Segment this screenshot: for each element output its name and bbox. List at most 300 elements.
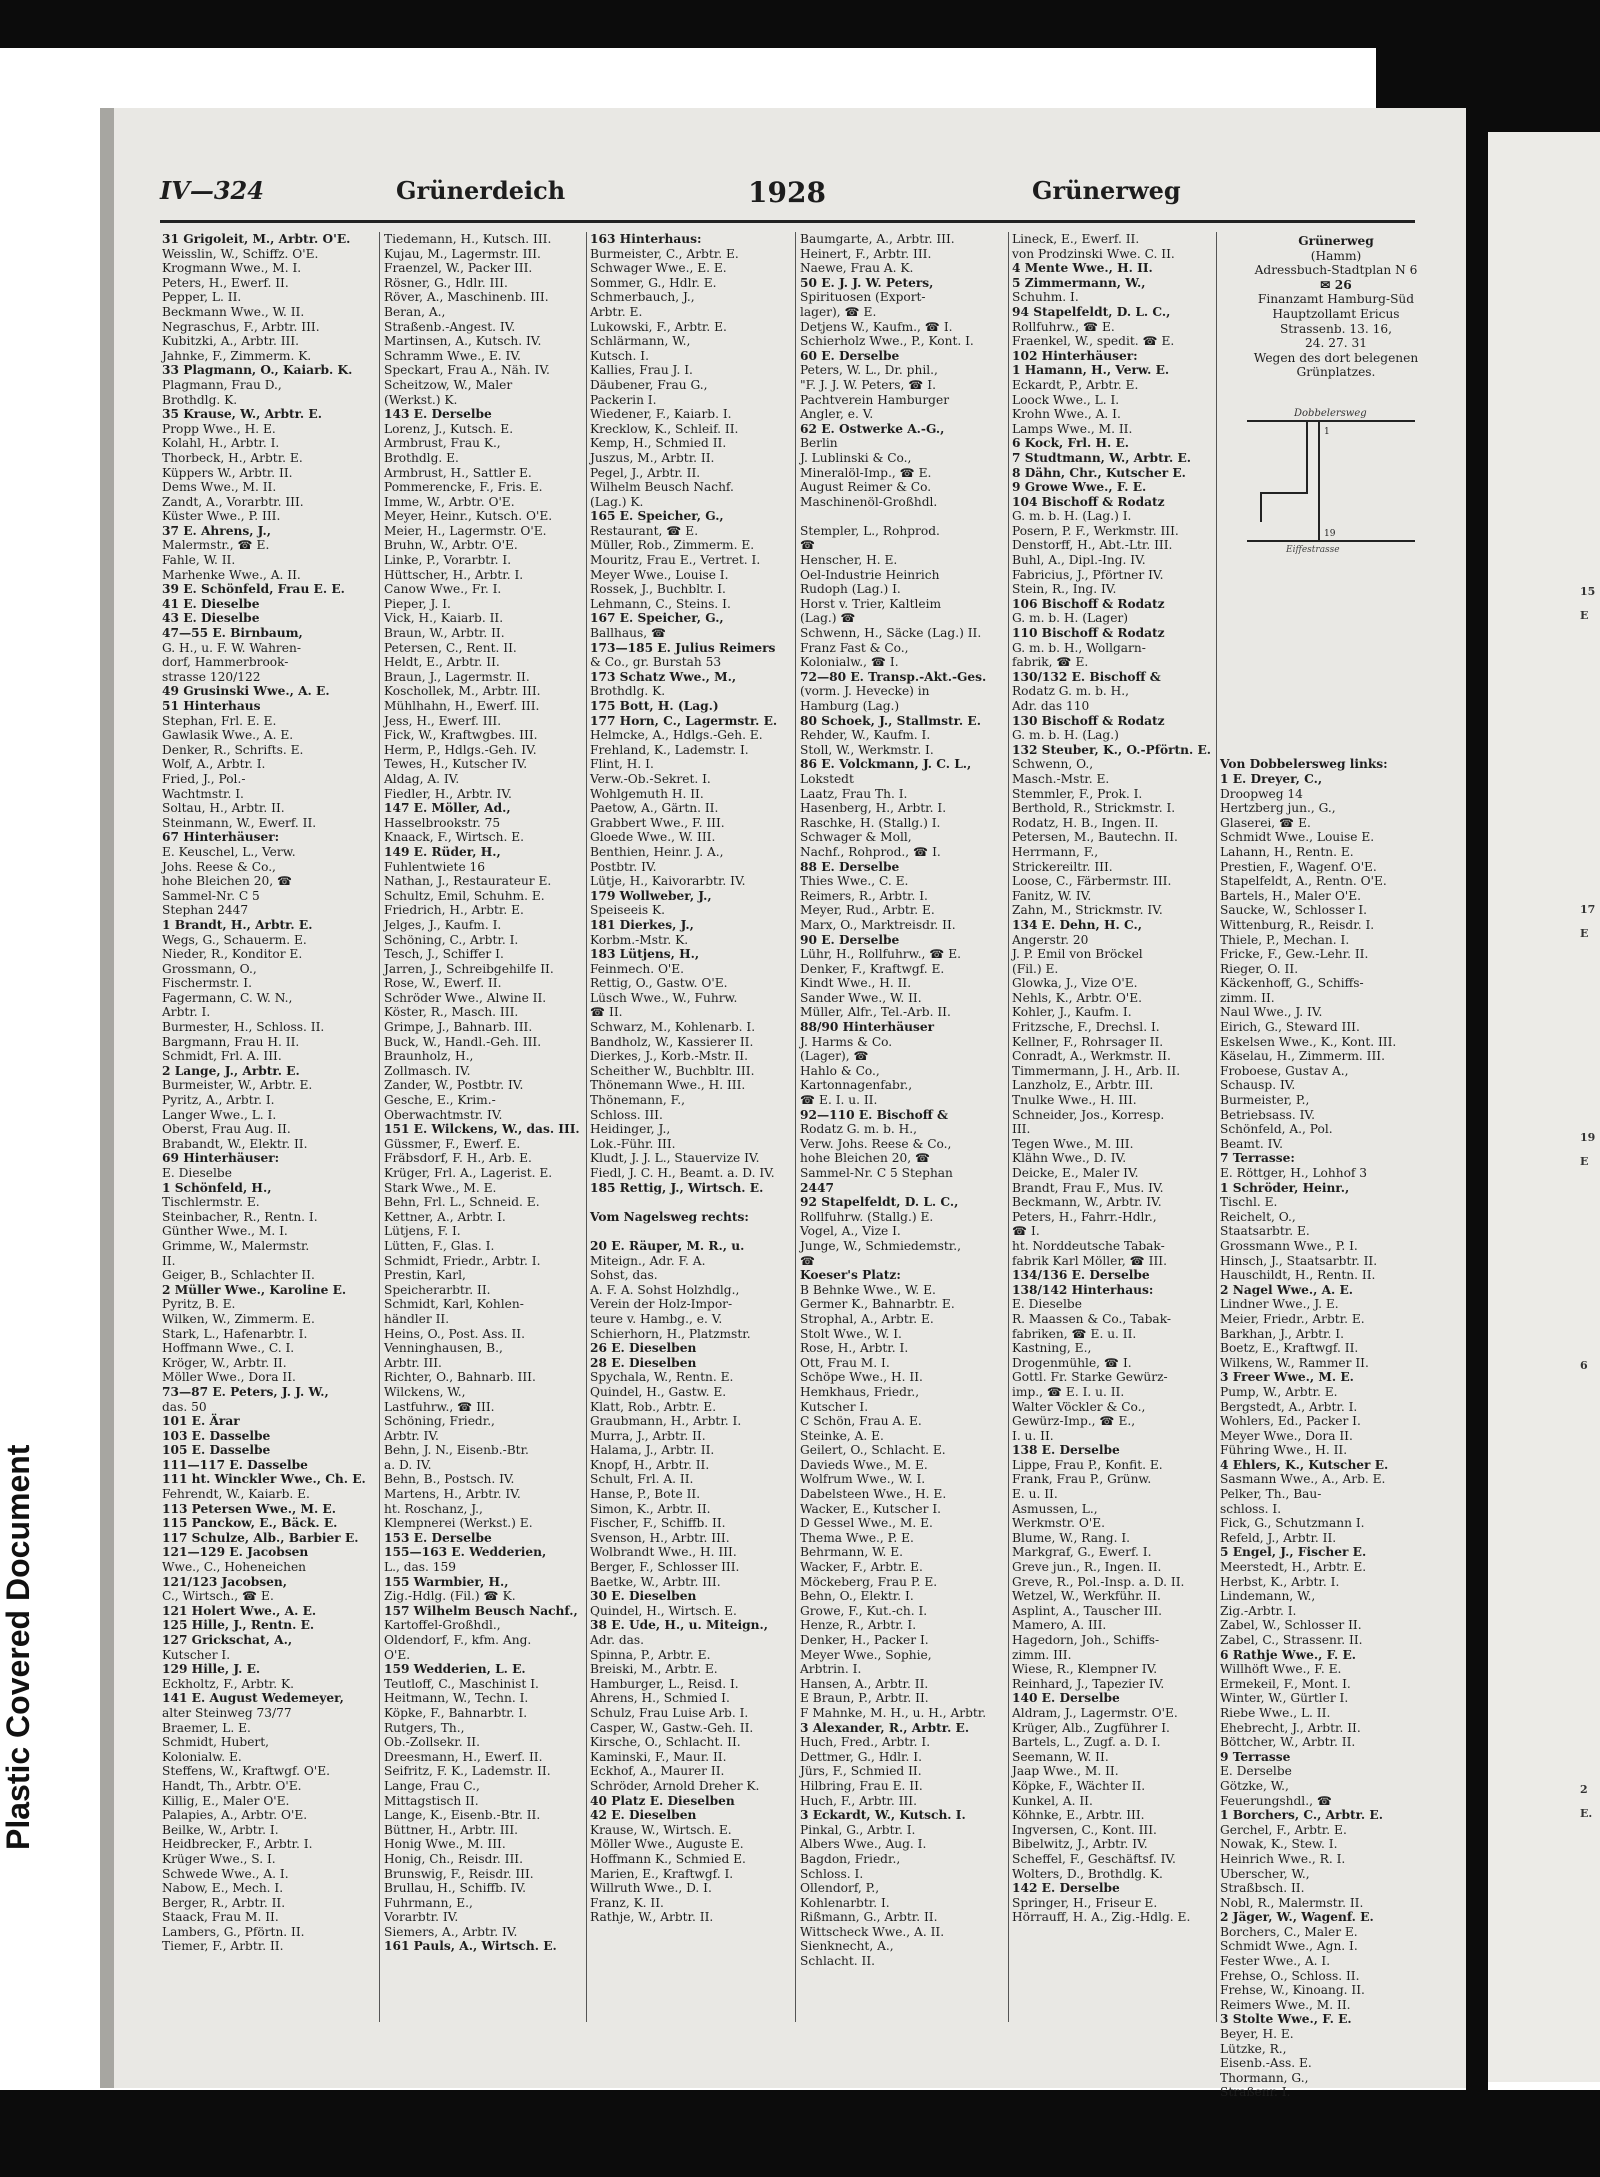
directory-entry-line: Gawlasik Wwe., A. E. (162, 728, 294, 743)
directory-entry-line: Stoll, W., Werkmstr. I. (800, 742, 934, 757)
directory-entry-line: Fiedl, J. C. H., Beamt. a. D. IV. (590, 1166, 775, 1180)
directory-entry-line (1220, 611, 1450, 626)
directory-entry-line: Dems Wwe., M. II. (162, 480, 277, 495)
street-info-line: ✉ 26 (1320, 277, 1352, 292)
directory-entry-line: Schmidt Wwe., Agn. I. (1220, 1939, 1358, 1954)
directory-entry-line: Lindemann, W., (1220, 1589, 1316, 1604)
directory-entry-line: Beran, A., (384, 304, 446, 319)
fragment: 17 E (1580, 903, 1596, 940)
directory-entry-line: Schröder Wwe., Alwine II. (384, 990, 547, 1005)
directory-entry-line: (Lager), ☎ (800, 1049, 869, 1064)
directory-entry-line: Peters, H., Ewerf. II. (162, 275, 289, 290)
directory-entry-line: (vorm. J. Hevecke) in (800, 684, 930, 699)
directory-entry-line: Vogel, A., Vize I. (800, 1224, 901, 1239)
directory-entry-line: Grimme, W., Malermstr. (162, 1238, 310, 1253)
directory-entry-line: Thema Wwe., P. E. (800, 1530, 914, 1545)
directory-entry-line: Benthien, Heinr. J. A., (590, 844, 724, 859)
directory-entry-line: Markgraf, G., Ewerf. I. (1012, 1545, 1152, 1560)
directory-entry-line: Steinbacher, R., Rentn. I. (162, 1209, 318, 1224)
directory-entry-line: Barkhan, J., Arbtr. I. (1220, 1326, 1344, 1341)
scan-gutter (1466, 132, 1488, 2090)
directory-entry-line: Beamt. IV. (1220, 1136, 1283, 1151)
directory-entry-line: Jelges, J., Kaufm. I. (384, 917, 502, 932)
directory-entry-line: Adr. das. (590, 1633, 645, 1647)
directory-entry-line: Braemer, L. E. (162, 1720, 251, 1735)
directory-entry-line: Rose, H., Arbtr. I. (800, 1341, 909, 1356)
directory-entry-line: 165 E. Speicher, G., (590, 509, 724, 524)
directory-entry-line: Honig Wwe., M. III. (384, 1837, 506, 1852)
directory-entry-line: 6 Rathje Wwe., F. E. (1220, 1647, 1357, 1662)
directory-entry-line: Kettner, A., Arbtr. I. (384, 1209, 506, 1224)
directory-entry-line: Naul Wwe., J. IV. (1220, 1005, 1323, 1020)
directory-entry-line: Fagermann, C. W. N., (162, 990, 293, 1005)
directory-entry-line: Jahnke, F., Zimmerm. K. (162, 348, 312, 363)
directory-entry-line: Mittagstisch II. (384, 1793, 479, 1808)
directory-entry-line: 88 E. Derselbe (800, 859, 900, 874)
directory-entry-line (1220, 582, 1450, 597)
directory-entry-line: Armbrust, H., Sattler E. (384, 465, 532, 480)
directory-entry-line: Staatsarbtr. E. (1220, 1224, 1310, 1239)
directory-entry-line: Davieds Wwe., M. E. (800, 1457, 928, 1472)
directory-entry-line (1220, 699, 1450, 714)
directory-entry-line: Burmeister, C., Arbtr. E. (590, 246, 739, 261)
directory-entry-line: 1 Borchers, C., Arbtr. E. (1220, 1808, 1383, 1823)
directory-entry-line: Brabandt, W., Elektr. II. (162, 1136, 308, 1151)
directory-entry-line: Krecklow, K., Schleif. II. (590, 421, 739, 436)
directory-entry-line: Hasselbrookstr. 75 (384, 815, 501, 830)
directory-entry-line: 102 Hinterhäuser: (1012, 348, 1138, 363)
directory-entry-line: E. Derselbe (1220, 1764, 1292, 1779)
directory-entry-line: Pegel, J., Arbtr. II. (590, 465, 701, 480)
directory-entry-line: Scheither W., Buchbltr. III. (590, 1063, 755, 1078)
directory-entry-line: Canow Wwe., Fr. I. (384, 582, 502, 597)
directory-entry-line: 2 Jäger, W., Wagenf. E. (1220, 1910, 1374, 1925)
directory-entry-line: Kolonialw. E. (162, 1749, 242, 1764)
street-info-line: Grünplatzes. (1296, 365, 1376, 380)
directory-entry-line: Willruth Wwe., D. I. (590, 1881, 712, 1896)
directory-entry-line: E. u. II. (1012, 1487, 1058, 1502)
directory-entry-line: Berthold, R., Strickmstr. I. (1012, 801, 1176, 816)
directory-entry-line: Führing Wwe., H. II. (1220, 1443, 1348, 1458)
directory-entry-line: Kutsch. I. (590, 348, 649, 363)
directory-entry-line: Denker, F., Kraftwgf. E. (800, 961, 945, 976)
directory-entry-line: 167 E. Speicher, G., (590, 611, 724, 626)
directory-entry-line: Boetz, E., Kraftwgf. II. (1220, 1341, 1359, 1356)
directory-entry-line: Franz, K. II. (590, 1895, 664, 1910)
directory-entry-line: Heldt, E., Arbtr. II. (384, 655, 500, 670)
directory-entry-line: Rißmann, G., Arbtr. II. (800, 1910, 938, 1925)
directory-entry-line: Schöpe Wwe., H. II. (800, 1370, 923, 1385)
directory-entry-line: Kujau, M., Lagermstr. III. (384, 246, 541, 261)
directory-entry-line: 72—80 E. Transp.-Akt.-Ges. (800, 669, 987, 684)
directory-entry-line: Lokstedt (800, 771, 854, 786)
directory-entry-line: Rieger, O. II. (1220, 961, 1299, 976)
directory-entry-line: Berger, R., Arbtr. II. (162, 1895, 286, 1910)
directory-entry-line: Schramm Wwe., E. IV. (384, 348, 521, 363)
fragment: 19 E (1580, 1131, 1596, 1168)
directory-entry-line: 125 Hille, J., Rentn. E. (162, 1618, 315, 1633)
directory-entry-line: Denker, H., Packer I. (800, 1633, 929, 1647)
directory-entry-line: Pommerencke, F., Fris. E. (384, 480, 543, 495)
directory-entry-line: Henscher, H. E. (800, 553, 898, 568)
directory-entry-line: Thönemann, F., (590, 1093, 685, 1108)
directory-entry-line: 117 Schulze, Alb., Barbier E. (162, 1530, 359, 1545)
directory-entry-line: Packerin I. (590, 392, 657, 407)
directory-entry-line: Günther Wwe., M. I. (162, 1224, 288, 1239)
directory-entry-line: Hamburg (Lag.) (800, 699, 900, 713)
directory-entry-line: Denker, R., Schrifts. E. (162, 742, 304, 757)
directory-column-5 (1012, 232, 1212, 2022)
directory-entry-line: E Braun, P., Arbtr. II. (800, 1691, 929, 1706)
fragment: 6 (1580, 1359, 1588, 1372)
directory-entry-line: Jarren, J., Schreibgehilfe II. (384, 961, 554, 976)
directory-entry-line: Korbm.-Mstr. K. (590, 932, 689, 947)
directory-entry-line: Restaurant, ☎ E. (590, 523, 699, 538)
directory-entry-line: Rossek, J., Buchbltr. I. (590, 582, 726, 597)
directory-entry-line: Bargmann, Frau H. II. (162, 1034, 300, 1049)
directory-entry-line: Ollendorf, P., (800, 1881, 880, 1896)
directory-entry-line: Straßbsch. II. (1220, 1881, 1305, 1896)
directory-entry-line: Petersen, M., Bautechn. II. (1012, 830, 1178, 845)
directory-entry-line: 3 Stolte Wwe., F. E. (1220, 2012, 1352, 2027)
directory-entry-line: Feinmech. O'E. (590, 961, 685, 976)
directory-entry-line: Casper, W., Gastw.-Geh. II. (590, 1720, 754, 1735)
directory-entry-line: Teutloff, C., Maschinist I. (384, 1676, 539, 1691)
directory-entry-line: (Werkst.) K. (384, 392, 458, 407)
map-label-bottom: Eiffestrasse (1286, 545, 1340, 555)
directory-entry-line: 20 E. Räuper, M. R., u. (590, 1238, 745, 1253)
directory-entry-line (1220, 714, 1450, 729)
directory-entry-line: Fricke, F., Gew.-Lehr. II. (1220, 947, 1369, 962)
directory-entry-line: Stemmler, F., Prok. I. (1012, 786, 1143, 801)
directory-entry-line: 134/136 E. Derselbe (1012, 1268, 1150, 1283)
directory-entry-line: Rodatz G. m. b. H., (1012, 684, 1130, 699)
directory-entry-line: Schlacht. II. (800, 1954, 876, 1969)
directory-entry-line: Lütjens, F. I. (384, 1224, 461, 1239)
directory-entry-line: Speckart, Frau A., Näh. IV. (384, 363, 550, 378)
directory-entry-line: Glowka, J., Vize O'E. (1012, 976, 1138, 991)
directory-entry-line: Grimpe, J., Bahnarb. III. (384, 1020, 533, 1035)
directory-entry-line: Kolonialw., ☎ I. (800, 655, 899, 670)
directory-entry-line: ☎ (800, 1253, 816, 1268)
map-label-top: Dobbelersweg (1294, 408, 1367, 419)
directory-entry-line: Lineck, E., Ewerf. II. (1012, 232, 1140, 246)
directory-entry-line: 40 Platz E. Dieselben (590, 1793, 735, 1808)
directory-entry-line: Pyritz, A., Arbtr. I. (162, 1093, 275, 1108)
directory-entry-line: Däubener, Frau G., (590, 377, 708, 392)
directory-entry-line: Herm, P., Hdlgs.-Geh. IV. (384, 742, 537, 757)
directory-entry-line: 111—117 E. Dasselbe (162, 1457, 308, 1472)
directory-entry-line: 3 Alexander, R., Arbtr. E. (800, 1720, 970, 1735)
page-header (160, 176, 1420, 216)
directory-entry-line: II. (162, 1253, 176, 1268)
directory-entry-line: Tegen Wwe., M. III. (1012, 1136, 1134, 1151)
directory-entry-line: Henze, R., Arbtr. I. (800, 1618, 917, 1633)
directory-entry-line: Murra, J., Arbtr. II. (590, 1428, 706, 1443)
directory-entry-line: 2 Müller Wwe., Karoline E. (162, 1282, 347, 1297)
directory-entry-line: 181 Dierkes, J., (590, 917, 694, 932)
directory-entry-line: Meerstedt, H., Arbtr. E. (1220, 1560, 1367, 1575)
directory-entry-line: 60 E. Derselbe (800, 348, 900, 363)
directory-entry-line: a. D. IV. (384, 1457, 432, 1472)
directory-entry-line: Lukowski, F., Arbtr. E. (590, 319, 727, 334)
directory-entry-line: Schwenn, O., (1012, 757, 1094, 772)
directory-entry-line: Rollfuhrw., ☎ E. (1012, 319, 1115, 334)
directory-entry-line: Behn, B., Postsch. IV. (384, 1472, 515, 1487)
directory-entry-line: Lange, Frau C., (384, 1778, 480, 1793)
directory-entry-line: Asmussen, L., (1012, 1501, 1098, 1516)
directory-entry-line: Braunholz, H., (384, 1049, 474, 1064)
directory-entry-line: Köhnke, E., Arbtr. III. (1012, 1808, 1145, 1823)
directory-entry-line: Propp Wwe., H. E. (162, 421, 276, 436)
directory-entry-line: Krogmann Wwe., M. I. (162, 261, 302, 276)
directory-entry-line: Schlärmann, W., (590, 334, 691, 349)
column-divider (586, 232, 587, 2022)
directory-entry-line: 30 E. Dieselben (590, 1589, 697, 1604)
directory-entry-line: 115 Panckow, E., Bäck. E. (162, 1516, 338, 1531)
directory-entry-line: Wolbrandt Wwe., H. III. (590, 1545, 737, 1560)
directory-entry-line: Wilken, W., Zimmerm. E. (162, 1311, 315, 1326)
directory-entry-line: Hilbring, Frau E. II. (800, 1778, 923, 1793)
directory-entry-line: 142 E. Derselbe (1012, 1881, 1120, 1896)
directory-entry-line: Krohn Wwe., A. I. (1012, 407, 1121, 422)
directory-entry-line: Huch, Fred., Arbtr. I. (800, 1735, 931, 1750)
directory-entry-line: Hörrauff, H. A., Zig.-Hdlg. E. (1012, 1910, 1191, 1925)
directory-entry-line: 3 Freer Wwe., M. E. (1220, 1370, 1354, 1385)
directory-entry-line: Kutscher I. (800, 1399, 869, 1414)
directory-entry-line: Käselau, H., Zimmerm. III. (1220, 1049, 1385, 1064)
directory-entry-line: Schloss. I. (800, 1866, 864, 1881)
directory-entry-line: Saucke, W., Schlosser I. (1220, 903, 1368, 918)
directory-entry-line: (Fil.) E. (1012, 961, 1059, 976)
directory-entry-line: O'E. (384, 1647, 411, 1662)
directory-entry-line: Schmidt, Hubert, (162, 1735, 270, 1750)
directory-entry-line: Kolahl, H., Arbtr. I. (162, 436, 280, 451)
directory-entry-line: Zander, W., Postbtr. IV. (384, 1078, 524, 1093)
directory-entry-line: Lütje, H., Kaivorarbtr. IV. (590, 874, 746, 889)
directory-entry-line: 121 Holert Wwe., A. E. (162, 1603, 317, 1618)
directory-entry-line: 179 Wollweber, J., (590, 888, 712, 903)
directory-entry-line: Simon, K., Arbtr. II. (590, 1501, 711, 1516)
directory-entry-line: Meyer Wwe., Dora II. (1220, 1428, 1353, 1443)
directory-entry-line: hohe Bleichen 20, ☎ (162, 874, 293, 889)
directory-entry-line: Strophal, A., Arbtr. E. (800, 1311, 934, 1326)
directory-entry-line: ht. Norddeutsche Tabak- (1012, 1238, 1165, 1253)
directory-entry-line (1220, 568, 1450, 583)
directory-entry-line: Baetke, W., Arbtr. III. (590, 1574, 721, 1589)
directory-entry-line: Albers Wwe., Aug. I. (800, 1837, 927, 1852)
directory-entry-line: 62 E. Ostwerke A.-G., (800, 421, 945, 436)
directory-entry-line: Stempler, L., Rohprod. (800, 523, 940, 538)
directory-entry-line: Kartoffel-Großhdl., (384, 1618, 501, 1633)
directory-entry-line: 1 Hamann, H., Verw. E. (1012, 363, 1170, 378)
directory-entry-line: Helmcke, A., Hdlgs.-Geh. E. (590, 728, 763, 743)
directory-entry-line: 143 E. Derselbe (384, 407, 492, 422)
directory-entry-line: Sammel-Nr. C 5 Stephan (800, 1166, 953, 1180)
directory-entry-line: Nehls, K., Arbtr. O'E. (1012, 990, 1143, 1005)
directory-entry-line: Schultz, Emil, Schuhm. E. (384, 888, 545, 903)
directory-entry-line: Hoffmann K., Schmied E. (590, 1851, 746, 1866)
directory-entry-line: G. m. b. H. (Lag.) I. (1012, 509, 1132, 524)
directory-entry-line: Beyer, H. E. (1220, 2027, 1294, 2042)
directory-entry-line: Böttcher, W., Arbtr. II. (1220, 1735, 1356, 1750)
directory-entry-line: 177 Horn, C., Lagermstr. E. (590, 713, 778, 728)
directory-entry-line: ☎ I. (1012, 1224, 1040, 1239)
directory-entry-line: Krüger, Alb., Zugführer I. (1012, 1720, 1170, 1735)
directory-entry-line: teure v. Hambg., e. V. (590, 1311, 723, 1326)
directory-entry-line: Schuhm. I. (1012, 290, 1079, 305)
directory-entry-line: Miteign., Adr. F. A. (590, 1253, 706, 1268)
directory-entry-line: 4 Ehlers, K., Kutscher E. (1220, 1457, 1389, 1472)
directory-entry-line: Tiedemann, H., Kutsch. III. (384, 232, 552, 246)
directory-entry-line: 39 E. Schönfeld, Frau E. E. (162, 582, 345, 597)
directory-entry-line: Krause, W., Wirtsch. E. (590, 1822, 732, 1837)
directory-entry-line: Ehebrecht, J., Arbtr. II. (1220, 1720, 1361, 1735)
directory-entry-line: Fester Wwe., A. I. (1220, 1954, 1331, 1969)
directory-entry-line: Kubitzki, A., Arbtr. III. (162, 334, 300, 349)
directory-entry-line: E. Keuschel, L., Verw. (162, 844, 296, 859)
directory-entry-line: 67 Hinterhäuser: (162, 830, 280, 845)
directory-entry-line: Kartonnagenfabr., (800, 1078, 913, 1093)
directory-entry-line: Küster Wwe., P. III. (162, 509, 281, 524)
directory-entry-line: Pinkal, G., Arbtr. I. (800, 1822, 916, 1837)
directory-entry-line: Pyritz, B. E. (162, 1297, 236, 1312)
directory-entry-line: 86 E. Volckmann, J. C. L., (800, 757, 972, 772)
directory-entry-line: Hamburger, L., Reisd. I. (590, 1676, 739, 1691)
directory-entry-line: Prestien, F., Wagenf. O'E. (1220, 859, 1377, 874)
directory-entry-line: Hüttscher, H., Arbtr. I. (384, 567, 524, 582)
directory-entry-line: Brunswig, F., Reisdr. III. (384, 1866, 534, 1881)
directory-entry-line: Thies Wwe., C. E. (800, 874, 909, 889)
directory-entry-line: Oel-Industrie Heinrich (800, 567, 940, 582)
directory-entry-line: Graubmann, H., Arbtr. I. (590, 1414, 742, 1429)
directory-entry-line: Berlin (800, 436, 838, 451)
directory-entry-line: fabrik Karl Möller, ☎ III. (1012, 1253, 1167, 1268)
directory-entry-line: Froboese, Gustav A., (1220, 1063, 1349, 1078)
directory-entry-line: Meyer Wwe., Louise I. (590, 567, 729, 582)
directory-entry-line: 50 E. J. J. W. Peters, (800, 275, 934, 290)
directory-entry-line: 51 Hinterhaus (162, 699, 261, 713)
directory-entry-line: J. Lublinski & Co., (800, 450, 912, 465)
directory-entry-line: Kallies, Frau J. I. (590, 363, 693, 378)
directory-entry-line (1220, 684, 1450, 699)
directory-entry-line: Kunkel, A. II. (1012, 1793, 1093, 1808)
directory-entry-line: Verein der Holz-Impor- (590, 1297, 733, 1312)
adjacent-page-fragments (1580, 200, 1600, 1826)
directory-entry-line: Schneider, Jos., Korresp. (1012, 1107, 1165, 1122)
directory-entry-line: Behn, J. N., Eisenb.-Btr. (384, 1443, 529, 1458)
directory-entry-line: Vom Nagelsweg rechts: (590, 1209, 749, 1224)
directory-entry-line: 129 Hille, J. E. (162, 1662, 261, 1677)
directory-entry-line: Hasenberg, H., Arbtr. I. (800, 801, 947, 816)
directory-entry-line: Heins, O., Post. Ass. II. (384, 1326, 525, 1341)
directory-entry-line: Müller, Rob., Zimmerm. E. (590, 538, 755, 553)
directory-entry-line: Fraenkel, W., spedit. ☎ E. (1012, 334, 1175, 349)
directory-entry-line: Eirich, G., Steward III. (1220, 1020, 1360, 1035)
directory-entry-line: Refeld, J., Arbtr. II. (1220, 1530, 1337, 1545)
directory-entry-line: Marhenke Wwe., A. II. (162, 567, 301, 582)
directory-entry-line: Beilke, W., Arbtr. I. (162, 1822, 279, 1837)
directory-entry-line: Hanse, P., Bote II. (590, 1487, 701, 1502)
directory-entry-line: 6 Kock, Frl. H. E. (1012, 436, 1130, 451)
directory-entry-line: Fahle, W. II. (162, 553, 236, 568)
directory-entry-line: Imme, W., Arbtr. O'E. (384, 494, 515, 509)
directory-entry-line: Sammel-Nr. C 5 (162, 888, 260, 903)
directory-entry-line: August Reimer & Co. (800, 480, 932, 495)
directory-entry-line: fabriken, ☎ E. u. II. (1012, 1326, 1137, 1341)
directory-entry-line: Steinke, A. E. (800, 1428, 884, 1443)
directory-entry-line: Zabel, W., Schlosser II. (1220, 1618, 1362, 1633)
directory-entry-line: 28 E. Dieselben (590, 1355, 697, 1370)
directory-entry-line: Sasmann Wwe., A., Arb. E. (1220, 1472, 1386, 1487)
directory-entry-line: Staack, Frau M. II. (162, 1910, 279, 1925)
directory-entry-line (1220, 641, 1450, 656)
directory-entry-line (1220, 655, 1450, 670)
directory-entry-line: imp., ☎ E. I. u. II. (1012, 1384, 1125, 1399)
directory-entry-line: Loose, C., Färbermstr. III. (1012, 874, 1172, 889)
directory-entry-line: Halama, J., Arbtr. II. (590, 1443, 715, 1458)
directory-entry-line: Herbst, K., Arbtr. I. (1220, 1574, 1340, 1589)
directory-entry-line: 140 E. Derselbe (1012, 1691, 1120, 1706)
directory-entry-line: Rathje, W., Arbtr. II. (590, 1910, 714, 1925)
directory-entry-line: 5 Engel, J., Fischer E. (1220, 1545, 1367, 1560)
directory-entry-line: Hertzberg jun., G., (1220, 801, 1336, 816)
directory-entry-line: Growe, F., Kut.-ch. I. (800, 1603, 928, 1618)
directory-entry-line: Schmidt, Frl. A. III. (162, 1049, 282, 1064)
directory-entry-line: Rehder, W., Kaufm. I. (800, 728, 931, 743)
directory-entry-line (1220, 670, 1450, 685)
directory-entry-line: Fehrendt, W., Kaiarb. E. (162, 1487, 310, 1502)
directory-entry-line: Petersen, C., Rent. II. (384, 640, 517, 655)
directory-entry-line: Grossmann, O., (162, 961, 257, 976)
street-location-map (1246, 404, 1416, 554)
directory-entry-line: (Lag.) ☎ (800, 611, 856, 626)
directory-entry-line: Brandt, Frau F., Mus. IV. (1012, 1180, 1164, 1195)
directory-entry-line: Sohst, das. (590, 1268, 658, 1283)
directory-entry-line: D Gessel Wwe., M. E. (800, 1516, 933, 1531)
directory-entry-line: Strickereiltr. III. (1012, 859, 1113, 874)
directory-entry-line: Honig, Ch., Reisdr. III. (384, 1851, 523, 1866)
directory-entry-line: Quindel, H., Wirtsch. E. (590, 1603, 737, 1618)
directory-entry-line: Oberwachtmstr. IV. (384, 1107, 503, 1122)
directory-entry-line: Friedrich, H., Arbtr. E. (384, 903, 524, 918)
directory-entry-line: Götzke, W., (1220, 1778, 1289, 1793)
directory-entry-line: das. 50 (162, 1399, 207, 1414)
directory-entry-line: Eckholtz, F., Arbtr. K. (162, 1676, 294, 1691)
directory-entry-line: Lippe, Frau P., Konfit. E. (1012, 1457, 1163, 1472)
directory-entry-line: G. m. b. H. (Lager) (1012, 611, 1128, 626)
directory-entry-line: Stapelfeldt, A., Rentn. O'E. (1220, 874, 1387, 889)
directory-entry-line: 42 E. Dieselben (590, 1808, 697, 1823)
directory-entry-line: Eskelsen Wwe., K., Kont. III. (1220, 1034, 1397, 1049)
directory-entry-line: J. P. Emil von Bröckel (1012, 947, 1143, 962)
directory-entry-line: 4 Mente Wwe., H. II. (1012, 261, 1153, 276)
directory-entry-line: Rodatz G. m. b. H., (800, 1122, 918, 1137)
street-info-line: Strassenb. 13. 16, (1279, 321, 1393, 336)
directory-entry-line: Arbtr. IV. (384, 1428, 439, 1443)
directory-entry-line: Fritzsche, F., Drechsl. I. (1012, 1020, 1160, 1035)
directory-entry-line: Arbtr. E. (590, 304, 643, 319)
directory-entry-line (1220, 553, 1450, 568)
directory-entry-line: händler II. (384, 1311, 450, 1326)
directory-entry-line: Koschollek, M., Arbtr. III. (384, 684, 541, 699)
directory-entry-line: G. m. b. H., Wollgarn- (1012, 640, 1146, 655)
directory-entry-line: 141 E. August Wedemeyer, (162, 1691, 344, 1706)
directory-entry-line: Linke, P., Vorarbtr. I. (384, 553, 512, 568)
directory-entry-line: Hauschildt, H., Rentn. II. (1220, 1268, 1376, 1283)
directory-entry-line: Stephan 2447 (162, 903, 249, 918)
directory-entry-line: Frank, Frau P., Grünw. (1012, 1472, 1152, 1487)
